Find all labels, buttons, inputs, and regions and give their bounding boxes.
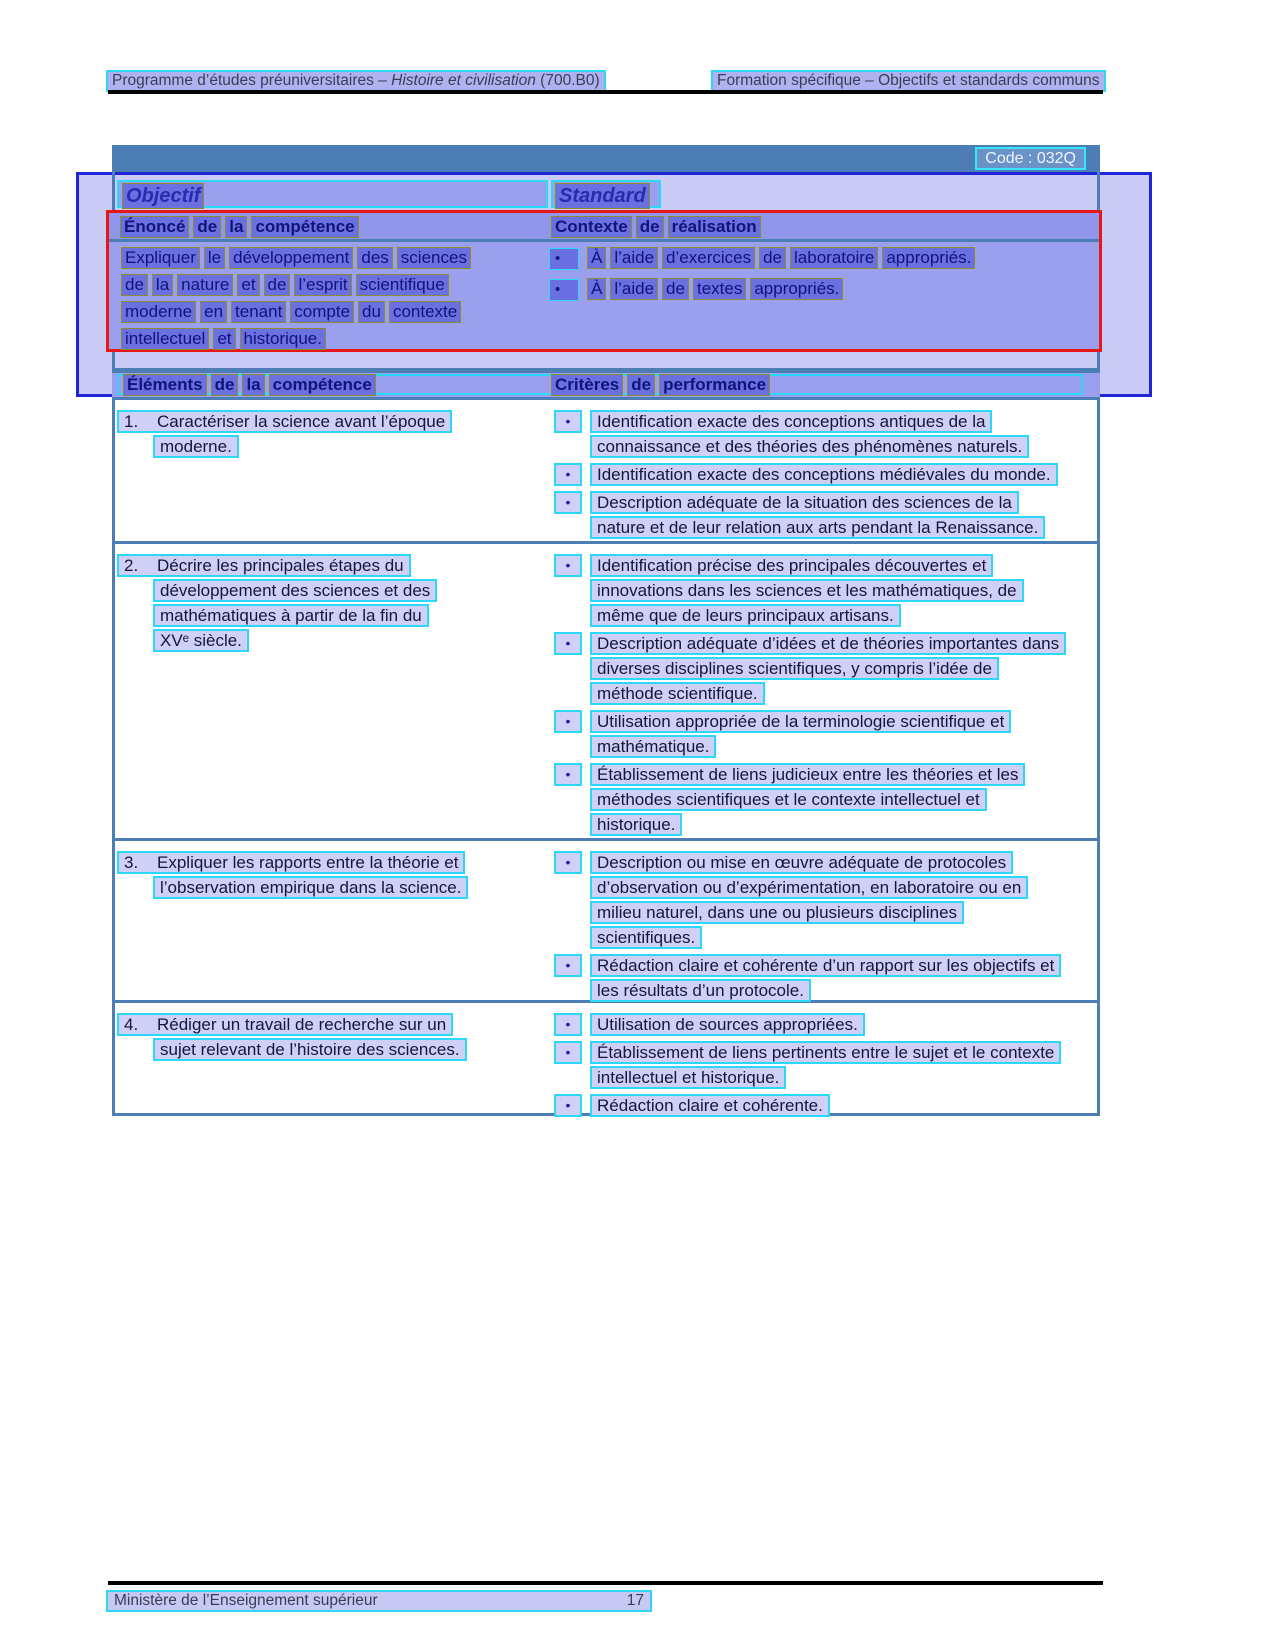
criteria-cell: [548, 841, 1097, 1007]
bullet-icon: •: [554, 1013, 582, 1036]
word-highlight: la: [225, 216, 247, 238]
element-cell: [115, 544, 548, 841]
criterion-line: [554, 410, 1097, 433]
word-highlight: le: [204, 247, 225, 269]
word-highlight: des: [357, 247, 392, 269]
word-highlight: laboratoire: [790, 247, 878, 269]
element-cell: [115, 1003, 548, 1122]
criterion-line: [590, 926, 1097, 949]
word-highlight: Contexte: [551, 216, 632, 238]
line-highlight: Description adéquate de la situation des sciences de la: [590, 491, 1019, 514]
criterion-line: [554, 632, 1097, 655]
criterion-line: [590, 435, 1097, 458]
element-line: [117, 554, 548, 577]
header-left-text: Programme d’études préuniversitaires –: [112, 72, 392, 89]
word-highlight: de: [211, 374, 239, 396]
line-highlight: scientifiques.: [590, 926, 702, 949]
word-highlight: l’aide: [610, 278, 658, 300]
line-highlight: connaissance et des théories des phénomènes naturels.: [590, 435, 1029, 458]
title-bar: [112, 145, 1100, 172]
word-highlight: Éléments: [123, 374, 207, 396]
bullet-icon: •: [554, 763, 582, 786]
criteria-cell: [548, 400, 1097, 544]
competency-row-1: [115, 400, 1097, 544]
standard-label: [555, 183, 654, 209]
line-highlight: l’observation empirique dans la science.: [153, 876, 468, 899]
bullet-icon: •: [549, 279, 579, 301]
elements-header-row: [112, 373, 1100, 397]
word-highlight: de: [121, 274, 148, 296]
word-highlight: de: [193, 216, 221, 238]
line-highlight: nature et de leur relation aux arts pendant la Renaissance.: [590, 516, 1045, 539]
statement-line: [121, 247, 475, 269]
word-highlight: compétence: [269, 374, 376, 396]
competency-row-4: [115, 1003, 1097, 1119]
criterion-line: [590, 901, 1097, 924]
row-number: 2.: [124, 556, 139, 575]
line-highlight: Identification précise des principales découvertes et: [590, 554, 993, 577]
line-highlight: Rédaction claire et cohérente.: [590, 1094, 830, 1117]
word-highlight: compte: [290, 301, 354, 323]
statement-line: [121, 328, 475, 350]
bullet-icon: •: [554, 954, 582, 977]
criterion-item: [554, 851, 1097, 949]
line-highlight: historique.: [590, 813, 682, 836]
criterion-line: [590, 813, 1097, 836]
word-highlight: de: [627, 374, 655, 396]
element-line: [153, 579, 548, 602]
enonce-header-row: [109, 213, 1099, 242]
line-highlight: mathématique.: [590, 735, 716, 758]
element-line: [117, 410, 548, 433]
criterion-item: [554, 491, 1097, 539]
objectif-cell: [117, 180, 548, 208]
word-highlight: de: [662, 278, 689, 300]
page-header-right: Formation spécifique – Objectifs et standards communs: [711, 70, 1106, 92]
footer-page-number: 17: [626, 1592, 644, 1609]
enonce-section: [106, 210, 1102, 352]
header-rule: [108, 90, 1103, 94]
competency-row-3: [115, 841, 1097, 1003]
criterion-line: [554, 1041, 1097, 1064]
row-number: 1.: [124, 412, 139, 431]
word-highlight: l’aide: [610, 247, 658, 269]
element-cell: [115, 400, 548, 544]
element-line: [117, 851, 548, 874]
line-highlight: Rédaction claire et cohérente d’un rapport sur les objectifs et: [590, 954, 1061, 977]
line-highlight: milieu naturel, dans une ou plusieurs disciplines: [590, 901, 964, 924]
element-line: [117, 1013, 548, 1036]
criterion-line: [590, 516, 1097, 539]
word-highlight: et: [213, 328, 235, 350]
element-line: [153, 435, 548, 458]
bullet-icon: •: [554, 491, 582, 514]
page-header-left: [106, 70, 606, 92]
element-line: [153, 629, 548, 652]
code-badge: Code : 032Q: [975, 147, 1086, 170]
bullet-icon: •: [549, 248, 579, 270]
criterion-line: [590, 1066, 1097, 1089]
criterion-line: [554, 1013, 1097, 1036]
word-highlight: de: [759, 247, 786, 269]
criterion-line: [554, 954, 1097, 977]
bullet-icon: •: [554, 410, 582, 433]
elements-criteria-table: [112, 397, 1100, 1116]
enonce-header-left: [120, 216, 363, 238]
bullet-icon: •: [554, 1041, 582, 1064]
statement-line: [121, 301, 475, 323]
word-highlight: en: [200, 301, 227, 323]
line-highlight: 3. Expliquer les rapports entre la théorie et: [117, 851, 465, 874]
element-cell: [115, 841, 548, 1007]
word-highlight: textes: [693, 278, 746, 300]
context-bullet-item: [549, 278, 979, 301]
criterion-line: [590, 979, 1097, 1002]
objectif-label: [122, 183, 208, 209]
element-line: [153, 876, 548, 899]
footer-ministry: Ministère de l’Enseignement supérieur: [114, 1592, 378, 1609]
line-highlight: sujet relevant de l’histoire des sciences.: [153, 1038, 467, 1061]
criterion-line: [554, 851, 1097, 874]
criterion-item: [554, 410, 1097, 458]
criterion-line: [554, 554, 1097, 577]
line-highlight: d’observation ou d’expérimentation, en laboratoire ou en: [590, 876, 1028, 899]
line-highlight: 2. Décrire les principales étapes du: [117, 554, 411, 577]
line-highlight: 4. Rédiger un travail de recherche sur un: [117, 1013, 453, 1036]
criterion-item: [554, 554, 1097, 627]
word-highlight: Expliquer: [121, 247, 200, 269]
row-number: 4.: [124, 1015, 139, 1034]
criteria-cell: [548, 544, 1097, 841]
criterion-line: [590, 579, 1097, 602]
bullet-icon: •: [554, 1094, 582, 1117]
line-highlight: développement des sciences et des: [153, 579, 437, 602]
criterion-line: [554, 491, 1097, 514]
word-highlight: scientifique: [356, 274, 449, 296]
line-highlight: intellectuel et historique.: [590, 1066, 786, 1089]
line-highlight: innovations dans les sciences et les mathématiques, de: [590, 579, 1024, 602]
line-highlight: diverses disciplines scientifiques, y compris l’idée de: [590, 657, 999, 680]
criterion-item: [554, 710, 1097, 758]
criterion-line: [590, 682, 1097, 705]
bullet-icon: •: [554, 851, 582, 874]
criterion-item: [554, 632, 1097, 705]
word-highlight: À: [587, 278, 606, 300]
criterion-line: [590, 788, 1097, 811]
competency-row-2: [115, 544, 1097, 841]
bullet-icon: •: [554, 463, 582, 486]
criterion-item: [554, 763, 1097, 836]
word-highlight: À: [587, 247, 606, 269]
word-highlight: historique.: [240, 328, 326, 350]
line-highlight: Identification exacte des conceptions médiévales du monde.: [590, 463, 1058, 486]
word-highlight: compétence: [251, 216, 358, 238]
line-highlight: XVᵉ siècle.: [153, 629, 249, 652]
statement-line: [121, 274, 475, 296]
word-highlight: développement: [229, 247, 353, 269]
line-highlight: Identification exacte des conceptions antiques de la: [590, 410, 992, 433]
line-highlight: Utilisation de sources appropriées.: [590, 1013, 865, 1036]
criterion-line: [554, 1094, 1097, 1117]
bullet-icon: •: [554, 554, 582, 577]
word-highlight: Énoncé: [120, 216, 189, 238]
word-highlight: de: [636, 216, 664, 238]
line-highlight: Description ou mise en œuvre adéquate de protocoles: [590, 851, 1013, 874]
criterion-item: [554, 463, 1097, 486]
word-highlight: appropriés.: [882, 247, 975, 269]
bullet-icon: •: [554, 710, 582, 733]
line-highlight: mathématiques à partir de la fin du: [153, 604, 429, 627]
criterion-item: [554, 1013, 1097, 1036]
elements-header-right: [551, 374, 774, 396]
word-highlight: Critères: [551, 374, 623, 396]
word-highlight: l’esprit: [294, 274, 351, 296]
criterion-line: [554, 763, 1097, 786]
criterion-line: [554, 710, 1097, 733]
line-highlight: Établissement de liens pertinents entre le sujet et le contexte: [590, 1041, 1061, 1064]
line-highlight: Utilisation appropriée de la terminologie scientifique et: [590, 710, 1011, 733]
word-highlight: sciences: [397, 247, 471, 269]
word-highlight: réalisation: [668, 216, 761, 238]
element-line: [153, 1038, 548, 1061]
header-left-code: (700.B0): [535, 72, 600, 89]
criterion-line: [590, 604, 1097, 627]
criterion-line: [590, 735, 1097, 758]
line-highlight: méthode scientifique.: [590, 682, 765, 705]
criterion-item: [554, 1041, 1097, 1089]
word-highlight: la: [242, 374, 264, 396]
elements-header-left: [123, 374, 380, 396]
line-highlight: 1. Caractériser la science avant l’époque: [117, 410, 452, 433]
line-highlight: méthodes scientifiques et le contexte intellectuel et: [590, 788, 987, 811]
criterion-line: [554, 463, 1097, 486]
word-highlight: nature: [177, 274, 233, 296]
word-highlight: la: [152, 274, 173, 296]
word-highlight: du: [358, 301, 385, 323]
header-left-italic: Histoire et civilisation: [391, 72, 536, 89]
line-highlight: Établissement de liens judicieux entre les théories et les: [590, 763, 1025, 786]
word-highlight: Standard: [555, 183, 650, 209]
competency-statement: [121, 247, 475, 355]
line-highlight: les résultats d’un protocole.: [590, 979, 811, 1002]
word-highlight: de: [264, 274, 291, 296]
context-bullet-item: [549, 247, 979, 270]
page-footer: [106, 1590, 652, 1612]
word-highlight: et: [237, 274, 259, 296]
word-highlight: performance: [659, 374, 770, 396]
word-highlight: d’exercices: [662, 247, 755, 269]
element-line: [153, 604, 548, 627]
word-highlight: tenant: [231, 301, 286, 323]
line-highlight: moderne.: [153, 435, 239, 458]
context-bullet-list: [549, 247, 979, 309]
criterion-line: [590, 876, 1097, 899]
word-highlight: contexte: [389, 301, 461, 323]
elements-header-linebox: [117, 374, 1083, 395]
row-number: 3.: [124, 853, 139, 872]
word-highlight: intellectuel: [121, 328, 209, 350]
word-highlight: moderne: [121, 301, 196, 323]
criterion-item: [554, 954, 1097, 1002]
standard-cell: [551, 180, 661, 208]
enonce-header-right: [551, 216, 765, 238]
criterion-item: [554, 1094, 1097, 1117]
bullet-icon: •: [554, 632, 582, 655]
criterion-line: [590, 657, 1097, 680]
criteria-cell: [548, 1003, 1097, 1122]
footer-rule: [108, 1581, 1103, 1585]
word-highlight: appropriés.: [750, 278, 843, 300]
line-highlight: Description adéquate d’idées et de théories importantes dans: [590, 632, 1066, 655]
line-highlight: même que de leurs principaux artisans.: [590, 604, 901, 627]
word-highlight: Objectif: [122, 183, 204, 209]
